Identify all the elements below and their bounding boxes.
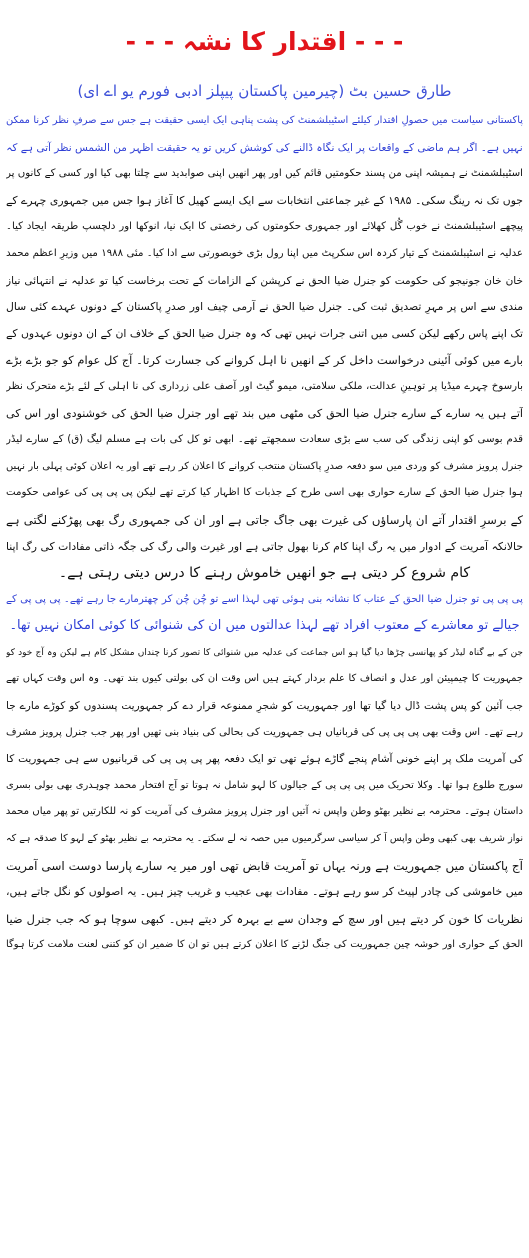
paragraph	[6, 108, 523, 161]
text-line: قدم بوسی کو اپنی زندگی کی سب سے بڑی سعادت سمجھتے تھے۔ ابھی تو کل کی بات ہے مسلم لیگ (ق) کے سارے لیڈر	[6, 434, 523, 446]
article-title: - - - اقتدار کا نشہ - - -	[125, 27, 404, 56]
text-line: جب آئین کو پس پشت ڈال دیا گیا تھا اور جمہوریت کو شجرِ ممنوعہ قرار دے کر جمہوریت پسندوں کو کوڑے مارے جا	[6, 700, 523, 713]
text-line: داستان ہوتے۔ محترمہ بے نظیر بھٹو وطن واپس نہ آتیں اور جنرل پرویز مشرف کی آمریت کو نہ للکارتیں تو پھر میاں محمد	[6, 806, 523, 818]
text-line: نواز شریف بھی کبھی وطن واپس آ کر سیاسی سرگرمیوں میں حصہ نہ لے سکتے۔ یہ محترمہ بے نظیر بھٹو کے لہو کا صدقہ ہے کہ	[6, 833, 523, 845]
text-line: نہیں ہے۔ اگر ہم ماضی کے واقعات پر ایک نگاہ ڈالنے کی کوشش کریں تو یہ حقیقت اظہر من الشمس نظر آتی ہے کہ	[6, 141, 523, 154]
paragraph	[6, 161, 523, 587]
text-line: الحق کے حواری اور خوشہ چین جمہوریت کی جنگ لڑنے کا اعلان کرتے ہیں تو ان کا ضمیر ان کو کتنی لعنت ملامت کرتا ہوگا	[6, 939, 523, 951]
text-line: میں خاموشی کی چادر لپیٹ کر سو رہے ہوتے۔ مفادات بھی عجیب و غریب چیز ہیں۔ یہ اصولوں کو نگل جاتے ہیں،	[6, 885, 523, 899]
text-line: کی آمریت ملک پر اپنے خونی آشام پنجے گاڑے ہوئے تھی تو ایک دفعہ پھر پی پی پی کی قربانیوں سے ہی جمہوریت کا	[6, 753, 523, 766]
text-line: اسٹیبلشمنٹ نے ہمیشہ اپنی من پسند حکومتیں قائم کیں اور پھر انھیں اپنی صوابدید سے چلتا بھی کیا اور کسی کے کانوں پر	[6, 168, 523, 180]
text-line: جن کے بے گناہ لیڈر کو پھانسی چڑھا دیا گیا ہو اس جماعت کی عدلیہ میں شنوائی کا تصور کرنا چنداں مشکل کام ہے لیکن وہ آج خود کو	[6, 647, 523, 658]
text-line: عدلیہ نے اسٹیبلشمنٹ کے تیار کردہ اس سکرپٹ میں اپنا رول بڑی خوبصورتی سے ادا کیا۔ مئی ۱۹۸۸ میں وزیرِ اعظم محمد	[6, 247, 523, 259]
paragraph	[6, 640, 523, 959]
text-line: جنرل پرویز مشرف کو وردی میں سو دفعہ صدرِ پاکستان منتخب کروانے کا اعلان کر رہے تھے اور یہ اعلان کوئی پہلی بار نہیں	[6, 460, 523, 472]
text-line: تک اپنے پاس رکھے لیکن کسی میں اتنی جرات نہیں تھی کہ وہ جنرل ضیا الحق کے خلاف ان کے ان دونوں عہدوں کے	[6, 326, 523, 340]
text-line: جوں تک نہ رینگ سکی۔ ۱۹۸۵ کے غیر جماعتی انتخابات سے ایک ایسے کھیل کا آغاز ہوا جس میں جمہوری چہرے کے	[6, 193, 523, 207]
text-line: پیچھے اسٹیبلشمنٹ نے خوب گُل کھلائے اور جمہوری حکومتوں کی رخصتی کا ایک نیا، انوکھا اور دلچسپ طریقہ ایجاد کیا۔	[6, 221, 523, 233]
article-body	[6, 108, 523, 959]
text-line: مندی سے اس پر مہرِ تصدیق ثبت کی۔ جنرل ضیا الحق نے آرمی چیف اور صدرِ پاکستان کے دونوں عہدے کئی سال	[6, 300, 523, 314]
text-line: بارے میں کوئی آئینی درخواست داخل کر کے انھیں نا اہل کروانے کی جسارت کرتا۔ آج کل عوام کو جو بڑے بڑے	[6, 353, 523, 368]
text-line: کے برسرِ اقتدار آتے ان پارساؤں کی غیرت بھی جاگ جاتی ہے اور ان کی جمہوری رگ بھی پھڑکنے لگتی ہے	[6, 512, 523, 527]
text-line: جیالے تو معاشرے کے معتوب افراد تھے لہذا عدالتوں میں ان کی شنوائی کا کوئی امکان نہیں تھا۔	[9, 618, 520, 634]
text-line: آتے ہیں یہ سارے کے سارے جنرل ضیا الحق کی مٹھی میں بند تھے اور جنرل ضیا الحق کی خوشنودی اور اس کی	[6, 406, 523, 420]
text-line: بارسوخ چہرے میڈیا پر توہینِ عدالت، ملکی سلامتی، میمو گیٹ اور آصف علی زرداری کی نا اہلی کے لئے بڑے متحرک نظر	[6, 380, 523, 392]
text-line: نظریات کا خون کر دیتے ہیں اور سچ کے وجدان سے بے بہرہ کر دیتے ہیں۔ کبھی سوچا ہو کہ جب جنرل ضیا	[6, 911, 523, 926]
text-line: ہوا جنرل ضیا الحق کے سارے حواری بھی اسی طرح کے جذبات کا اظہار کیا کرتے تھے لیکن پی پی پی کی عوامی حکومت	[6, 487, 523, 499]
text-line: سورج طلوع ہوا تھا۔ وکلا تحریک میں پی پی پی کے جیالوں کا لہو شامل نہ ہوتا تو آج افتخار محمد چوہدری بھی بولی بسری	[6, 779, 523, 791]
article-byline: طارق حسین بٹ (چیرمین پاکستان پیپلز ادبی فورم یو اے ای)	[77, 82, 452, 100]
text-line: آج پاکستان میں جمہوریت ہے ورنہ یہاں تو آمریت قابض تھی اور میر یہ سارے پارسا دوست اسی آمریت	[6, 858, 523, 873]
paragraph	[6, 587, 523, 640]
text-line: حالانکہ آمریت کے ادوار میں یہ رگ اپنا کام کرنا بھول جاتی ہے اور غیرت والی رگ کی جگہ ذاتی مفادات کی رگ اپنا	[6, 539, 523, 553]
text-line: جمہوریت کا چیمپیئن اور عدل و انصاف کا علم بردار کہتے ہیں اس وقت ان کی بولتی کیوں بند تھی۔ وہ اس وقت کہاں تھے	[6, 673, 523, 685]
text-line: خان خان جونیجو کی حکومت کو جنرل ضیا الحق نے کرپشن کے الزامات کے تحت برخاست کیا تو عدلیہ نے انتہائی نیاز	[6, 274, 523, 287]
text-line: کام شروع کر دیتی ہے جو انھیں خاموش رہنے کا درس دیتی رہتی ہے۔	[58, 565, 471, 582]
text-line: پاکستانی سیاست میں حصولِ اقتدار کیلئے اسٹیبلشمنٹ کی پشت پناہی ایک ایسی حقیقت ہے جس سے صرفِ نظر کرنا ممکن	[6, 115, 523, 126]
text-line: رہے تھے۔ اس وقت بھی پی پی پی کی قربانیاں ہی جمہوریت کی بحالی کی بنیاد بنی تھیں اور پھر جب جنرل پرویز مشرف	[6, 726, 523, 738]
text-line: پی پی پی تو جنرل ضیا الحق کے عتاب کا نشانہ بنی ہوئی تھی لہذا اسے تو چُن چُن کر چھترمارے جا رہے تھے۔ پی پی پی کے	[6, 593, 523, 605]
